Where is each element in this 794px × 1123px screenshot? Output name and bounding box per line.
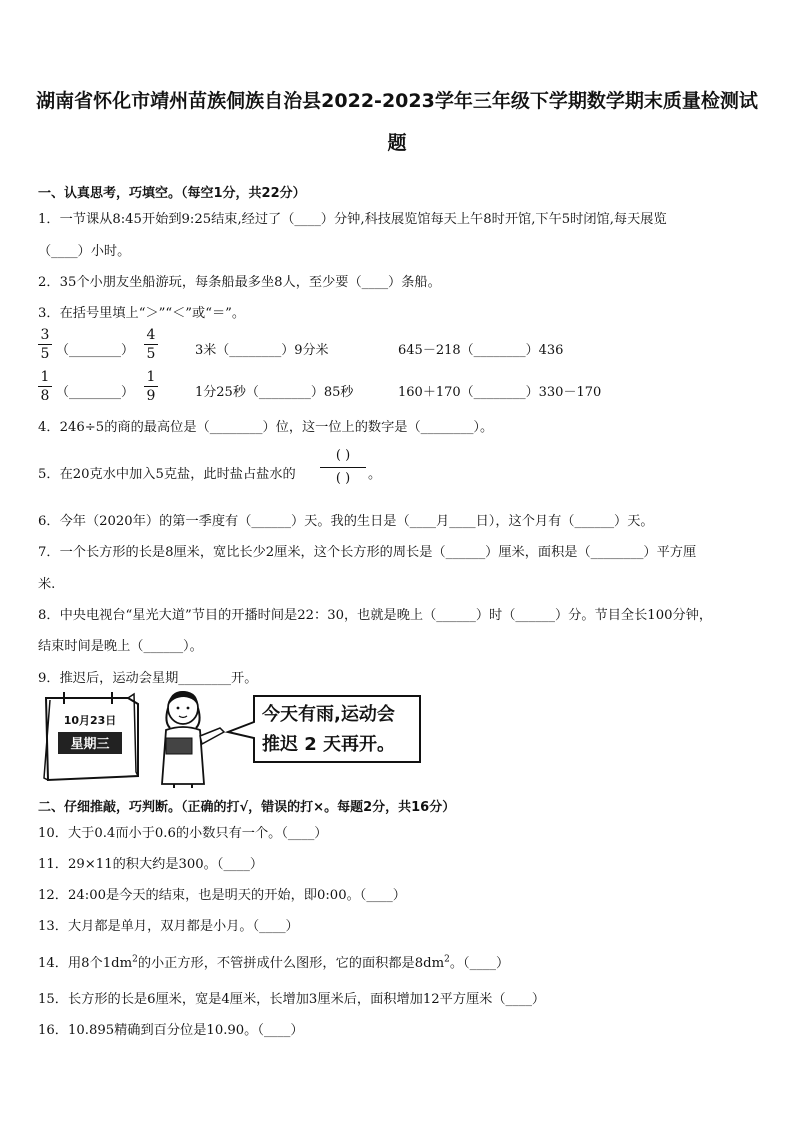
superscript-2: 2 <box>132 954 138 965</box>
exam-title-line1: 湖南省怀化市靖州苗族侗族自治县2022-2023学年三年级下学期数学期末质量检测试 <box>36 90 758 112</box>
calendar-date: 10月23日 <box>63 714 117 727</box>
question-14-part2: 的小正方形，不管拼成什么图形，它的面积都是8dm <box>137 956 445 971</box>
teacher-figure-icon <box>162 691 224 788</box>
question-5: 5．在20克水中加入5克盐，此时盐占盐水的 <box>38 467 296 482</box>
compare-item-subtraction: 645－218（________）436 <box>398 343 564 358</box>
question-14-part1: 14．用8个1dm <box>38 956 133 971</box>
question-3: 3．在括号里填上“＞”“＜”或“＝”。 <box>38 306 246 321</box>
compare-blank-1: （________） <box>56 343 135 358</box>
question-9: 9．推迟后，运动会星期________开。 <box>38 671 258 686</box>
question-13: 13．大月都是单月，双月都是小月。（____） <box>38 919 299 934</box>
question-5-end: 。 <box>368 467 382 482</box>
answer-fraction-blank: ( ) ( ) <box>320 448 366 487</box>
fraction-1-9: 1 9 <box>144 369 158 404</box>
fraction-4-5: 4 5 <box>144 327 158 362</box>
speech-line-2: 推迟 2 天再开。 <box>262 734 396 755</box>
fraction-1-8: 1 8 <box>38 369 52 404</box>
question-16: 16．10.895精确到百分位是10.90。（____） <box>38 1023 304 1038</box>
question-4: 4．246÷5的商的最高位是（________）位，这一位上的数字是（________）。 <box>38 420 494 435</box>
fraction-3-5: 3 5 <box>38 327 52 362</box>
question-6: 6．今年（2020年）的第一季度有（______）天。我的生日是（____月____日），这个月有（______）天。 <box>38 514 654 529</box>
question-14 <box>38 952 509 971</box>
compare-item-time: 1分25秒（________）85秒 <box>195 385 354 400</box>
question-12: 12．24:00是今天的结束，也是明天的开始，即0:00。（____） <box>38 888 406 903</box>
calendar-icon <box>44 692 138 780</box>
question-11: 11．29×11的积大约是300。（____） <box>38 857 264 872</box>
question-8-line2: 结束时间是晚上（______）。 <box>38 639 203 654</box>
question-9-illustration <box>36 688 426 788</box>
section1-heading: 一、认真思考，巧填空。（每空1分，共22分） <box>38 186 306 201</box>
question-2: 2．35个小朋友坐船游玩，每条船最多坐8人，至少要（____）条船。 <box>38 275 441 290</box>
compare-item-addition: 160＋170（________）330－170 <box>398 385 602 400</box>
superscript-2: 2 <box>444 954 450 965</box>
speech-line-1: 今天有雨,运动会 <box>262 704 395 725</box>
question-7-line2: 米. <box>38 577 56 592</box>
question-1-line2: （____）小时。 <box>38 244 131 259</box>
exam-title-line2: 题 <box>387 132 407 154</box>
question-10: 10．大于0.4而小于0.6的小数只有一个。（____） <box>38 826 328 841</box>
speech-bubble <box>228 696 420 762</box>
question-7-line1: 7．一个长方形的长是8厘米，宽比长少2厘米，这个长方形的周长是（______）厘米，面积是（________）平方厘 <box>38 545 697 560</box>
calendar-day: 星期三 <box>70 737 110 752</box>
question-1-line1: 1．一节课从8:45开始到9:25结束,经过了（____）分钟,科技展览馆每天上午8时开馆,下午5时闭馆,每天展览 <box>38 212 667 227</box>
question-8-line1: 8．中央电视台“星光大道”节目的开播时间是22：30，也就是晚上（______）时（______）分。节目全长100分钟， <box>38 608 713 623</box>
compare-blank-2: （________） <box>56 385 135 400</box>
question-14-part3: 。（____） <box>449 956 510 971</box>
compare-item-meters: 3米（________）9分米 <box>195 343 329 358</box>
section2-heading: 二、仔细推敲，巧判断。（正确的打√，错误的打×。每题2分，共16分） <box>38 800 456 815</box>
question-15: 15．长方形的长是6厘米，宽是4厘米，长增加3厘米后，面积增加12平方厘米（____） <box>38 992 546 1007</box>
